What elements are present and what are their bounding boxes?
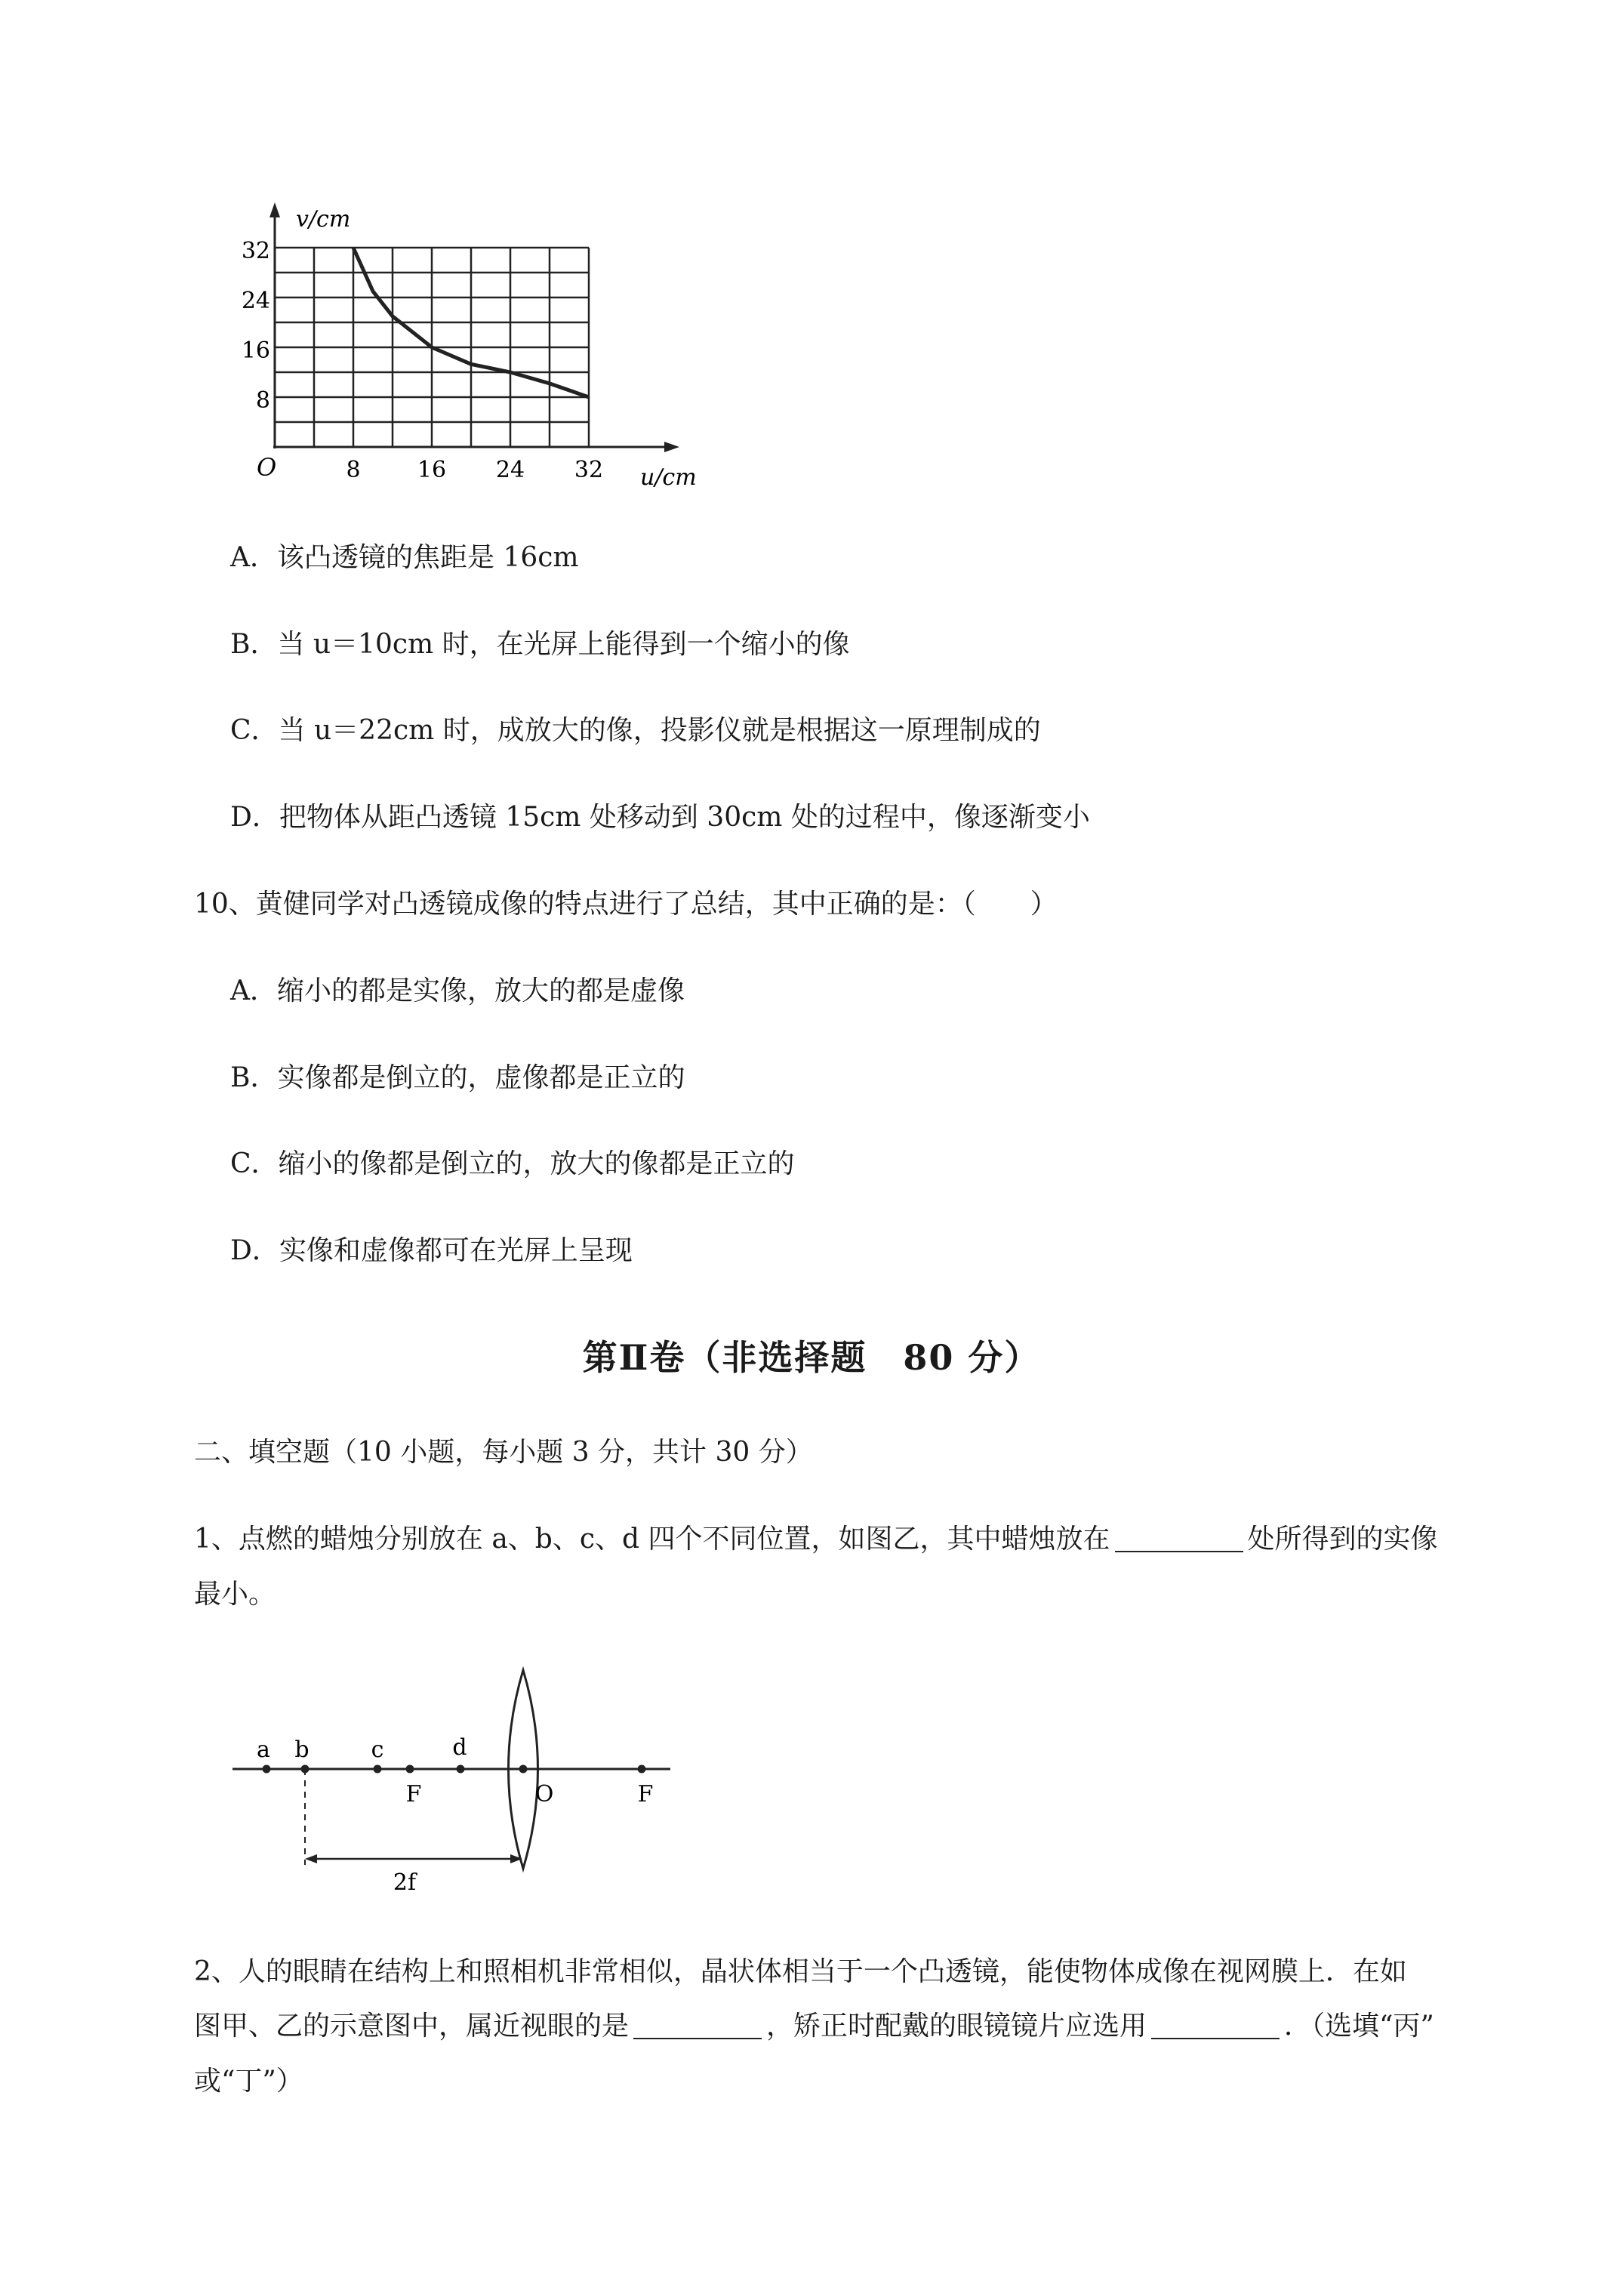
label-f-right: F xyxy=(637,1781,654,1808)
point-b xyxy=(301,1765,310,1774)
y-tick-label: 24 xyxy=(241,288,270,314)
origin-label: O xyxy=(257,453,277,482)
point-c xyxy=(374,1765,382,1774)
q9-option-a: A．该凸透镜的焦距是 16cm xyxy=(230,542,579,573)
y-tick-label: 16 xyxy=(241,337,270,364)
fill1-text-a: 1、点燃的蜡烛分别放在 a、b、c、d 四个不同位置，如图乙，其中蜡烛放在 xyxy=(194,1524,1110,1555)
x-axis-arrow xyxy=(664,442,679,452)
answer-blank[interactable] xyxy=(633,2011,762,2039)
part2-heading: 二、填空题（10 小题，每小题 3 分，共计 30 分） xyxy=(194,1437,813,1468)
fill1-line1 xyxy=(194,1521,1438,1558)
q10-option-d: D．实像和虚像都可在光屏上呈现 xyxy=(230,1235,633,1266)
y-axis-arrow xyxy=(269,202,280,217)
label-b: b xyxy=(294,1737,310,1763)
x-tick-label: 32 xyxy=(574,457,604,483)
q9-option-b: B．当 u＝10cm 时，在光屏上能得到一个缩小的像 xyxy=(230,629,850,660)
q10-option-a: A．缩小的都是实像，放大的都是虚像 xyxy=(230,975,685,1006)
fill2-text-a: 图甲、乙的示意图中，属近视眼的是 xyxy=(194,2011,630,2042)
fill2-line2 xyxy=(194,2008,1434,2045)
label-d: d xyxy=(452,1734,467,1761)
answer-blank[interactable] xyxy=(1115,1524,1243,1552)
x-tick-label: 16 xyxy=(417,457,447,483)
q10-stem: 10、黄健同学对凸透镜成像的特点进行了总结，其中正确的是：（ ） xyxy=(194,889,1058,920)
label-a: a xyxy=(257,1737,270,1763)
answer-blank[interactable] xyxy=(1151,2011,1280,2039)
x-tick-label: 24 xyxy=(495,457,525,483)
fill1-line2: 最小。 xyxy=(194,1579,276,1610)
lens-diagram xyxy=(226,1661,679,1895)
y-tick-label: 8 xyxy=(255,387,270,414)
y-axis-label: v/cm xyxy=(296,206,351,233)
fill1-text-b: 处所得到的实像 xyxy=(1247,1524,1438,1555)
x-tick-label: 8 xyxy=(346,457,361,483)
point-f-left xyxy=(406,1765,414,1774)
label-f-left: F xyxy=(405,1781,422,1808)
q9-option-c: C．当 u＝22cm 时，成放大的像，投影仪就是根据这一原理制成的 xyxy=(230,715,1041,746)
section-title: 第Ⅱ卷（非选择题 80 分） xyxy=(582,1337,1041,1378)
point-o xyxy=(519,1765,528,1774)
fill2-text-c: ．（选填“丙” xyxy=(1284,2011,1434,2042)
q10-option-c: C．缩小的像都是倒立的，放大的像都是正立的 xyxy=(230,1148,795,1179)
y-tick-label: 32 xyxy=(241,238,270,264)
point-a xyxy=(263,1765,271,1774)
u-v-graph xyxy=(226,198,725,500)
fill2-line1: 2、人的眼睛在结构上和照相机非常相似，晶状体相当于一个凸透镜，能使物体成像在视网膜上．在如 xyxy=(194,1956,1407,1987)
label-2f: 2f xyxy=(393,1869,417,1895)
q10-option-b: B．实像都是倒立的，虚像都是正立的 xyxy=(230,1062,685,1093)
label-o: O xyxy=(534,1781,554,1808)
fill2-text-b: ，矫正时配戴的眼镜镜片应选用 xyxy=(766,2011,1147,2042)
label-c: c xyxy=(371,1737,384,1763)
x-axis-label: u/cm xyxy=(640,464,697,491)
q9-option-d: D．把物体从距凸透镜 15cm 处移动到 30cm 处的过程中，像逐渐变小 xyxy=(230,802,1090,833)
point-f-right xyxy=(638,1765,646,1774)
graph-axes xyxy=(269,202,679,452)
arrow-head-left xyxy=(305,1854,317,1863)
point-d xyxy=(457,1765,465,1774)
fill2-line3: 或“丁”） xyxy=(194,2066,303,2097)
